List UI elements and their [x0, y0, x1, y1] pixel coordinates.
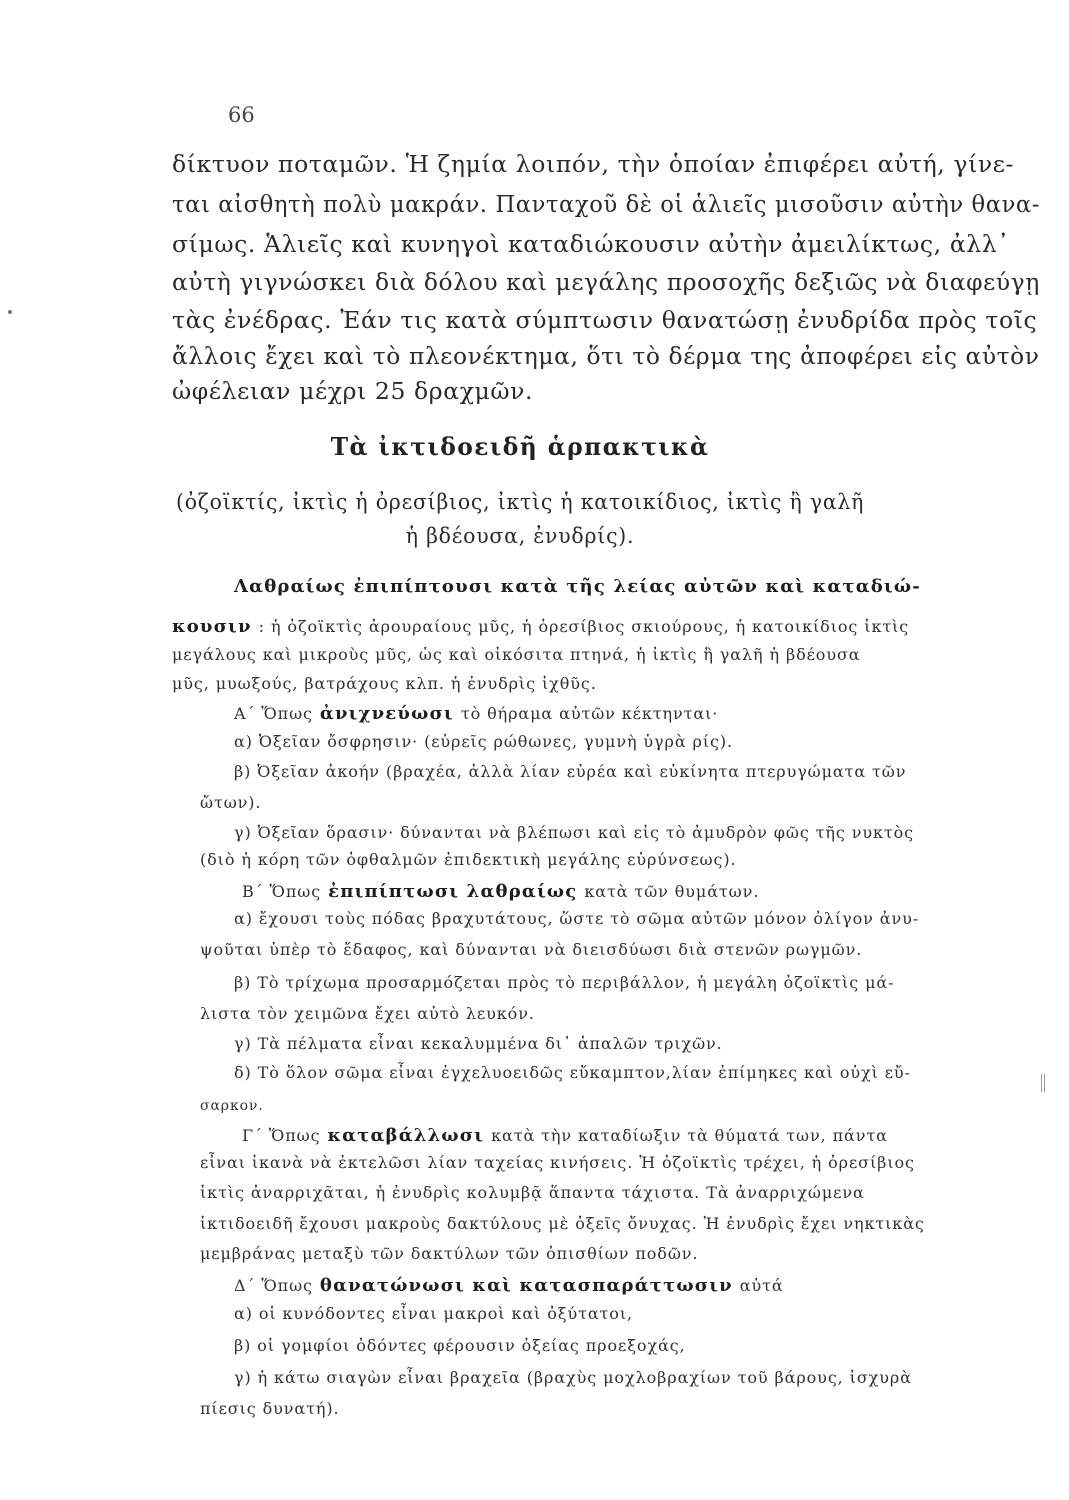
text-run: αὐτά	[739, 1276, 784, 1295]
bold-phrase: θανατώνωσι καὶ κατασπαράττωσιν	[319, 1275, 733, 1296]
text-line: γ) Τὰ πέλματα εἶναι κεκαλυμμένα δι᾽ ἁπαλῶν τριχῶν.	[234, 1034, 723, 1053]
text-run: Γ΄ Ὅπως	[242, 1126, 321, 1145]
text-line: ψοῦται ὑπὲρ τὸ ἔδαφος, καὶ δύνανται νὰ διεισδύωσι διὰ στενῶν ρωγμῶν.	[200, 940, 863, 959]
text-line: τὰς ἐνέδρας. Ἐάν τις κατὰ σύμπτωσιν θανατώσῃ ἐνυδρίδα πρὸς τοῖς	[172, 306, 1038, 334]
margin-speck	[8, 310, 12, 314]
text-line: β) Τὸ τρίχωμα προσαρμόζεται πρὸς τὸ περιβάλλον, ἡ μεγάλη ὀζοϊκτὶς μά-	[234, 973, 895, 992]
text-line: πίεσις δυνατή).	[200, 1399, 340, 1418]
text-line: ἰκτιδοειδῆ ἔχουσι μακροὺς δακτύλους μὲ ὀξεῖς ὄνυχας. Ἡ ἐνυδρὶς ἔχει νηκτικὰς	[200, 1214, 925, 1233]
hunt-heading	[234, 578, 921, 596]
text-line: σαρκον.	[200, 1098, 264, 1114]
edge-mark	[1041, 1074, 1045, 1092]
subheading-b	[242, 880, 759, 902]
text-line: α) ἔχουσι τοὺς πόδας βραχυτάτους, ὥστε τὸ σῶμα αὐτῶν μόνον ὀλίγον ἀνυ-	[234, 909, 920, 928]
text-line: ται αἰσθητὴ πολὺ μακράν. Πανταχοῦ δὲ οἱ ἁλιεῖς μισοῦσιν αὐτὴν θανα-	[172, 190, 1041, 218]
text-run: : ἡ ὀζοϊκτὶς ἀρουραίους μῦς, ἡ ὀρεσίβιος σκιούρους, ἡ κατοικίδιος ἰκτὶς	[258, 617, 910, 636]
bold-phrase: Λαθραίως ἐπιπίπτουσι κατὰ τῆς λείας αὐτῶν καὶ καταδιώ-	[234, 576, 921, 597]
text-line: γ) Ὀξεῖαν ὅρασιν· δύνανται νὰ βλέπωσι καὶ εἰς τὸ ἀμυδρὸν φῶς τῆς νυκτὸς	[234, 823, 915, 842]
text-run: κατὰ τὴν καταδίωξιν τὰ θύματά των, πάντα	[491, 1126, 888, 1145]
section-title: Τὰ ἰκτιδοειδῆ ἁρπακτικὰ	[330, 432, 710, 461]
text-line: μεγάλους καὶ μικροὺς μῦς, ὡς καὶ οἰκόσιτα πτηνά, ἡ ἰκτὶς ἢ γαλῆ ἡ βδέουσα	[172, 645, 861, 664]
bold-phrase: καταβάλλωσι	[327, 1125, 485, 1146]
text-line: ὠφέλειαν μέχρι 25 δραχμῶν.	[172, 377, 534, 405]
section-subtitle-line: (ὀζοϊκτίς, ἰκτὶς ἡ ὀρεσίβιος, ἰκτὶς ἡ κατοικίδιος, ἰκτὶς ἢ γαλῆ	[175, 490, 865, 514]
text-line: (διὸ ἡ κόρη τῶν ὀφθαλμῶν ἐπιδεκτικὴ μεγάλης εὐρύνσεως).	[200, 850, 737, 869]
text-line: εἶναι ἱκανὰ νὰ ἐκτελῶσι λίαν ταχείας κινήσεις. Ἡ ὀζοϊκτὶς τρέχει, ἡ ὀρεσίβιος	[200, 1153, 915, 1172]
text-line: δίκτυον ποταμῶν. Ἡ ζημία λοιπόν, τὴν ὁποίαν ἐπιφέρει αὐτή, γίνε-	[172, 150, 1015, 178]
text-line: α) οἱ κυνόδοντες εἶναι μακροὶ καὶ ὀξύτατοι,	[234, 1304, 633, 1323]
text-run: Α΄ Ὅπως	[234, 704, 313, 723]
text-line: β) οἱ γομφίοι ὀδόντες φέρουσιν ὀξείας προεξοχάς,	[234, 1336, 686, 1355]
subheading-c	[242, 1124, 888, 1146]
page-number: 66	[228, 103, 255, 127]
bold-phrase: κουσιν	[172, 616, 252, 637]
section-subtitle-line: ἡ βδέουσα, ἐνυδρίς).	[405, 524, 635, 548]
text-line: σίμως. Ἁλιεῖς καὶ κυνηγοὶ καταδιώκουσιν αὐτὴν ἀμειλίκτως, ἀλλ᾽	[172, 230, 1010, 258]
text-run: κατὰ τῶν θυμάτων.	[584, 882, 760, 901]
subheading-a	[234, 702, 718, 724]
text-run: Δ΄ Ὅπως	[234, 1276, 313, 1295]
text-run: Β΄ Ὅπως	[242, 882, 322, 901]
text-line	[172, 615, 909, 637]
text-line: γ) ἡ κάτω σιαγὼν εἶναι βραχεῖα (βραχὺς μοχλοβραχίων τοῦ βάρους, ἰσχυρὰ	[234, 1368, 912, 1387]
bold-phrase: ἀνιχνεύωσι	[319, 703, 454, 724]
text-line: μῦς, μυωξούς, βατράχους κλπ. ἡ ἐνυδρὶς ἰχθῦς.	[172, 674, 597, 693]
text-line: αὐτὴ γιγνώσκει διὰ δόλου καὶ μεγάλης προσοχῆς δεξιῶς νὰ διαφεύγῃ	[172, 268, 1040, 296]
text-line: ὤτων).	[200, 793, 262, 812]
text-line: β) Ὀξεῖαν ἀκοήν (βραχέα, ἀλλὰ λίαν εὐρέα καὶ εὐκίνητα πτερυγώματα τῶν	[234, 762, 907, 781]
text-line: λιστα τὸν χειμῶνα ἔχει αὐτὸ λευκόν.	[200, 1004, 535, 1023]
text-line: δ) Τὸ ὅλον σῶμα εἶναι ἐγχελυοειδῶς εὔκαμπτον,λίαν ἐπίμηκες καὶ οὐχὶ εὔ-	[234, 1063, 911, 1082]
text-line: μεμβράνας μεταξὺ τῶν δακτύλων τῶν ὀπισθίων ποδῶν.	[200, 1244, 699, 1263]
text-line: ἄλλοις ἔχει καὶ τὸ πλεονέκτημα, ὅτι τὸ δέρμα της ἀποφέρει εἰς αὐτὸν	[172, 342, 1040, 370]
subheading-d	[234, 1274, 784, 1296]
text-line: ἰκτὶς ἀναρριχᾶται, ἡ ἐνυδρὶς κολυμβᾷ ἅπαντα τάχιστα. Τὰ ἀναρριχώμενα	[200, 1183, 865, 1202]
text-run: τὸ θήραμα αὐτῶν κέκτηνται·	[460, 704, 719, 723]
bold-phrase: ἐπιπίπτωσι λαθραίως	[328, 881, 578, 902]
text-line: α) Ὀξεῖαν ὄσφρησιν· (εὐρεῖς ρώθωνες, γυμνὴ ὑγρὰ ρίς).	[234, 732, 733, 751]
